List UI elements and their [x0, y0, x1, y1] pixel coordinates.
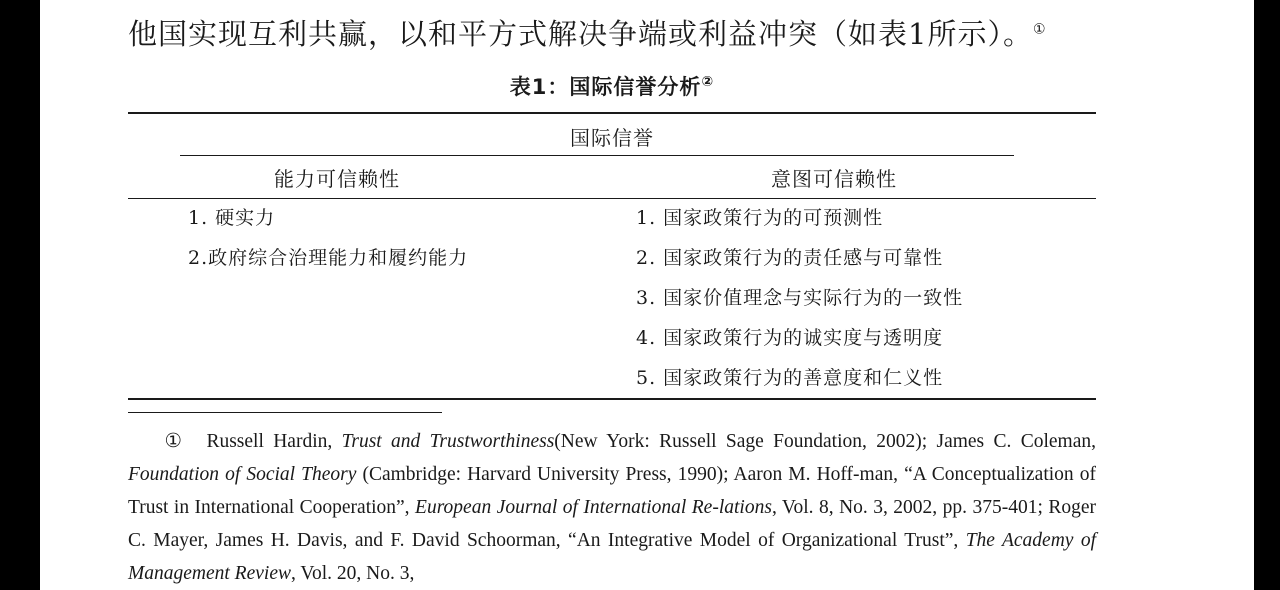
list-item: 4. 国家政策行为的诚实度与透明度	[636, 327, 944, 349]
footnote-separator	[128, 412, 442, 413]
footnote-text	[128, 425, 1096, 590]
list-item: 1. 国家政策行为的可预测性	[636, 207, 884, 229]
left-column-header: 能力可信赖性	[274, 167, 400, 191]
group-header-rule	[180, 155, 1014, 156]
list-item: 2.政府综合治理能力和履约能力	[188, 247, 469, 269]
left-border-bar	[0, 0, 40, 590]
ability-trust-list	[188, 198, 468, 278]
caption-text: 表1：国际信誉分析	[509, 75, 702, 99]
caption-footnote-mark: ②	[701, 74, 715, 90]
right-border-bar	[1254, 0, 1280, 590]
footnote-segment: , Vol. 8, No. 3, 2002, pp. 375-401; Roger C. Mayer, James H. Davis, and F. David Schoorman, “An Integrative Model of Organizational Trust”,	[128, 497, 1096, 551]
footnote-title: Foundation of Social Theory	[128, 464, 357, 485]
footnote-segment: (Cambridge: Harvard University Press, 1990); Aaron M. Hoff-man, “A Conceptualization of Trust in International Cooperation”,	[128, 464, 1096, 518]
footnote-segment: (New York: Russell Sage Foundation, 2002); James C. Coleman,	[554, 431, 1096, 452]
footnote-title: The Academy of Management Review	[128, 530, 1096, 584]
footnote-segment: Russell Hardin,	[206, 431, 342, 452]
intro-text: 他国实现互利共赢，以和平方式解决争端或利益冲突（如表1所示）。	[128, 17, 1033, 51]
intro-paragraph	[128, 14, 1108, 54]
intro-footnote-mark: ①	[1032, 21, 1047, 38]
table-bottom-rule	[128, 398, 1096, 400]
table-top-rule	[128, 112, 1096, 114]
table-caption	[128, 72, 1096, 102]
list-item: 5. 国家政策行为的善意度和仁义性	[636, 367, 944, 389]
footnote-segment: , Vol. 20, No. 3,	[290, 563, 415, 584]
footnote-title: Trust and Trustworthiness	[341, 431, 555, 452]
footnote-body	[128, 431, 1096, 584]
footnote-title: European Journal of International Re-lations	[415, 497, 772, 518]
right-column-header: 意图可信赖性	[771, 167, 897, 191]
list-item: 2. 国家政策行为的责任感与可靠性	[636, 247, 944, 269]
list-item: 3. 国家价值理念与实际行为的一致性	[636, 287, 964, 309]
list-item: 1. 硬实力	[188, 207, 276, 229]
group-header: 国际信誉	[570, 126, 654, 150]
intention-trust-list	[636, 198, 963, 398]
footnote-mark: ①	[160, 431, 187, 452]
